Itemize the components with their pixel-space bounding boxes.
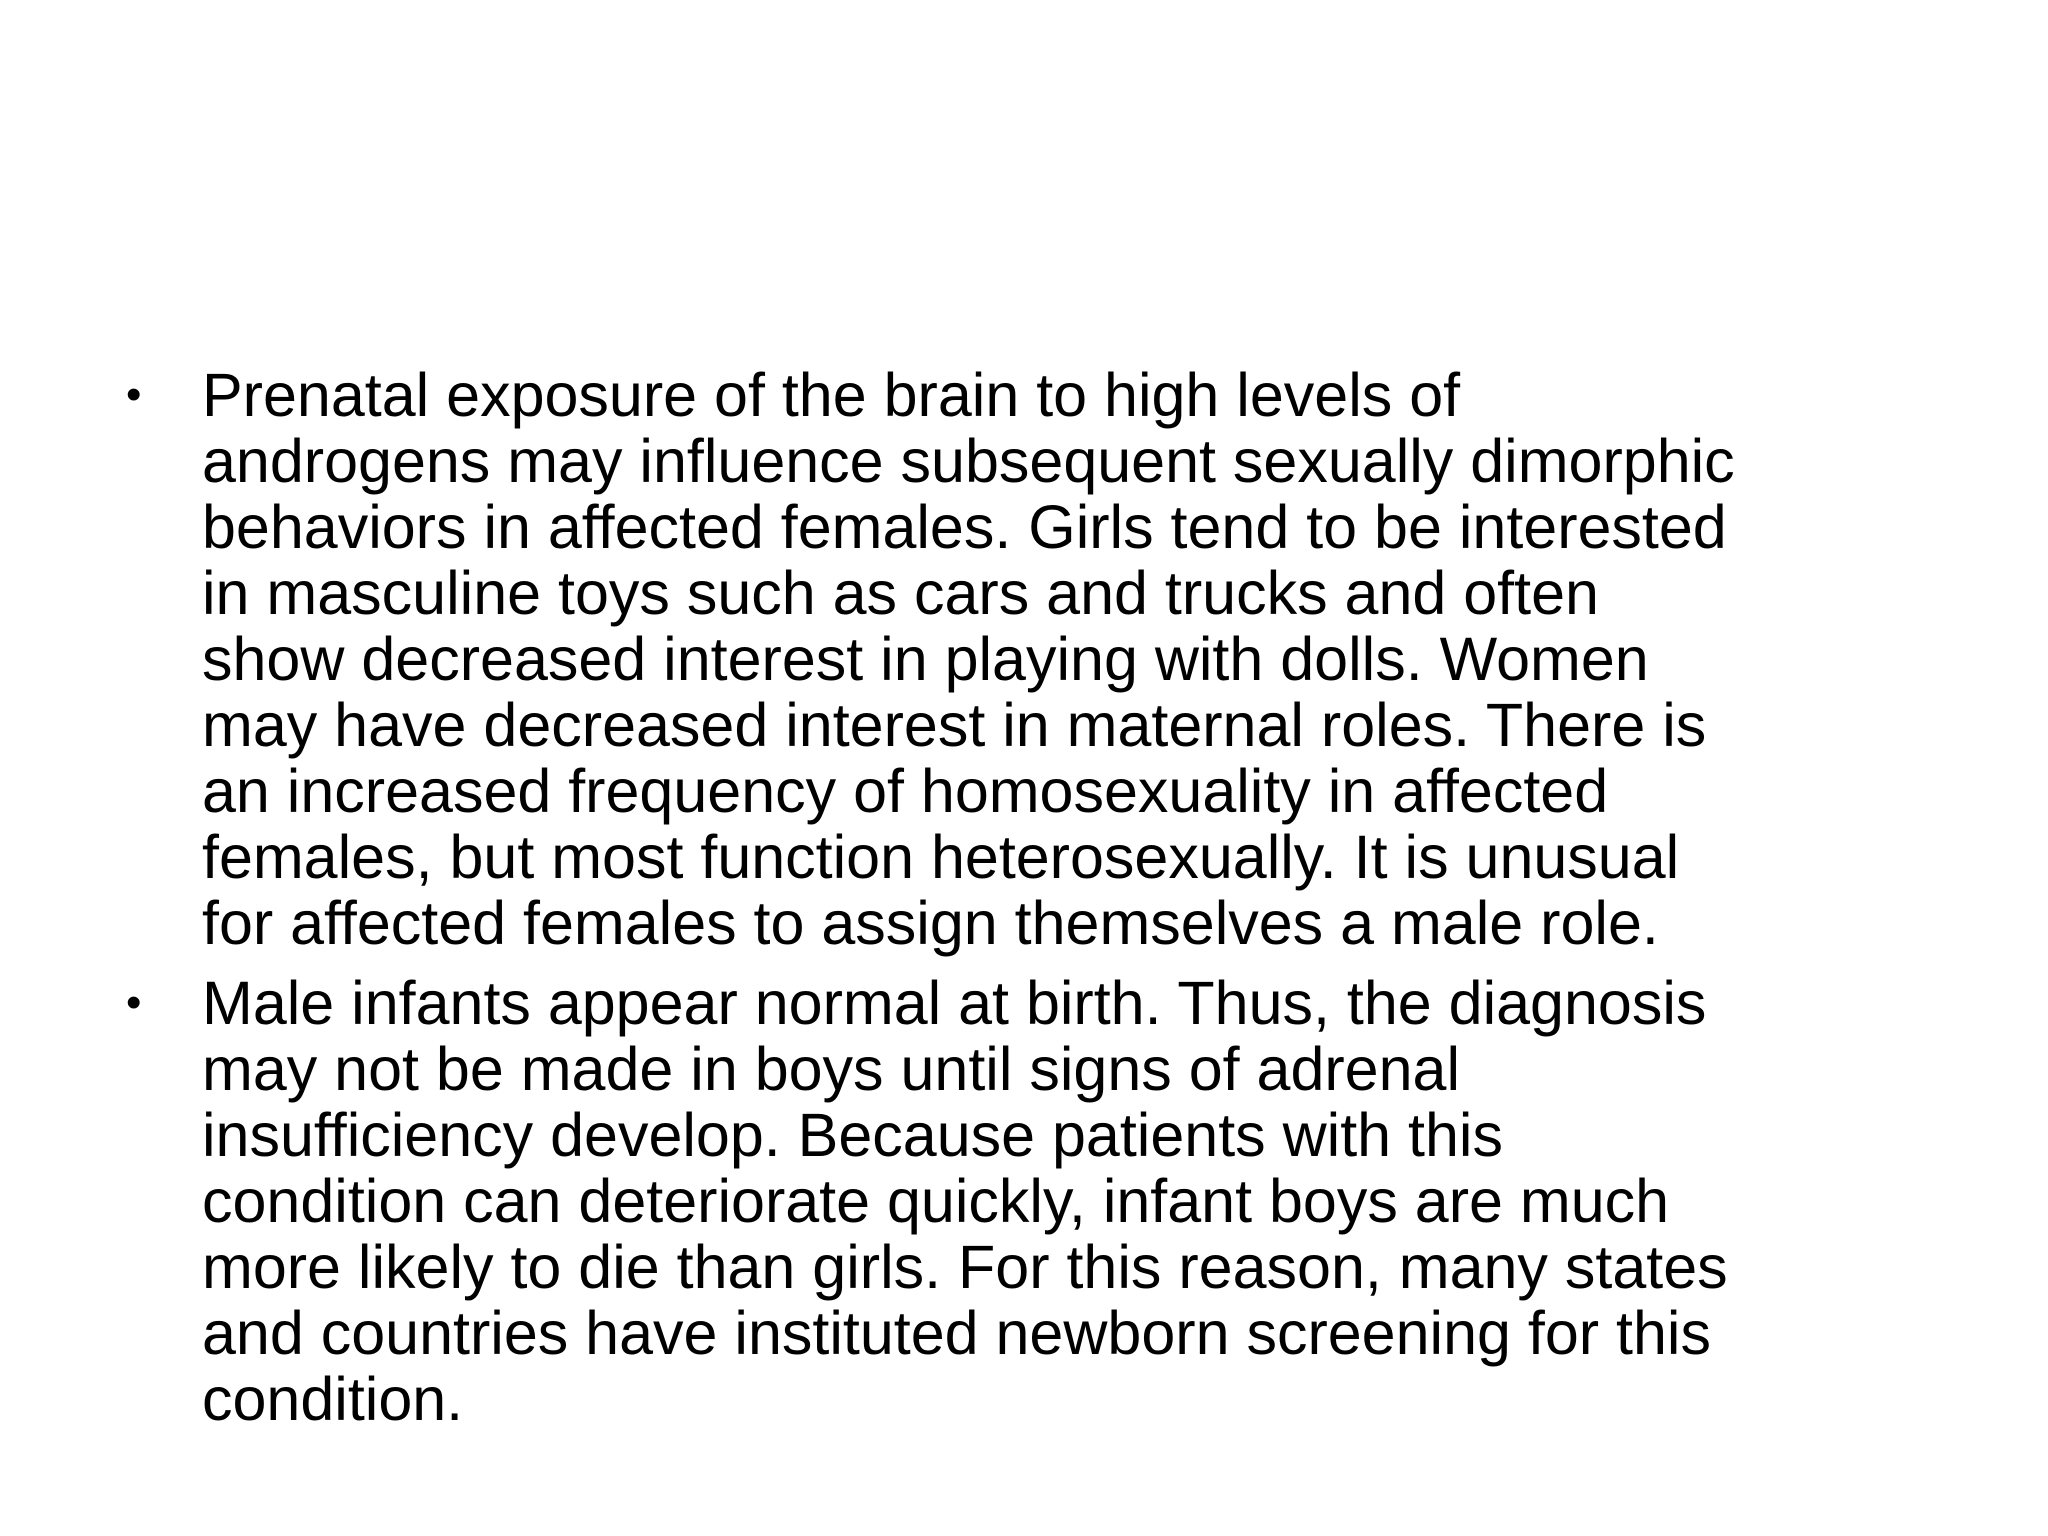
bullet-text-line: androgens may influence subsequent sexually dimorphic <box>202 427 1735 495</box>
bullet-text-line: behaviors in affected females. Girls tend to be interested <box>202 493 1727 561</box>
bullet-text-line: and countries have instituted newborn screening for this <box>202 1299 1711 1367</box>
bullet-text-line: show decreased interest in playing with dolls. Women <box>202 625 1649 693</box>
bullet-text-line: more likely to die than girls. For this reason, many states <box>202 1233 1728 1301</box>
bullet-item <box>120 970 1950 1432</box>
bullet-item <box>120 362 1950 956</box>
bullet-text-line: may have decreased interest in maternal roles. There is <box>202 691 1707 759</box>
bullet-text-line: an increased frequency of homosexuality in affected <box>202 757 1609 825</box>
bullet-list <box>120 362 1950 1446</box>
bullet-text-line: in masculine toys such as cars and trucks and often <box>202 559 1599 627</box>
bullet-text-line: Male infants appear normal at birth. Thus, the diagnosis <box>202 969 1707 1037</box>
bullet-marker: • <box>126 370 142 419</box>
bullet-text-line: insufficiency develop. Because patients with this <box>202 1101 1503 1169</box>
bullet-text-line: condition. <box>202 1365 464 1433</box>
bullet-marker: • <box>126 978 142 1027</box>
bullet-text-line: females, but most function heterosexually. It is unusual <box>202 823 1680 891</box>
bullet-text-line: for affected females to assign themselves a male role. <box>202 889 1659 957</box>
bullet-text-line: condition can deteriorate quickly, infant boys are much <box>202 1167 1670 1235</box>
bullet-text-line: Prenatal exposure of the brain to high levels of <box>202 361 1461 429</box>
bullet-text-line: may not be made in boys until signs of adrenal <box>202 1035 1461 1103</box>
